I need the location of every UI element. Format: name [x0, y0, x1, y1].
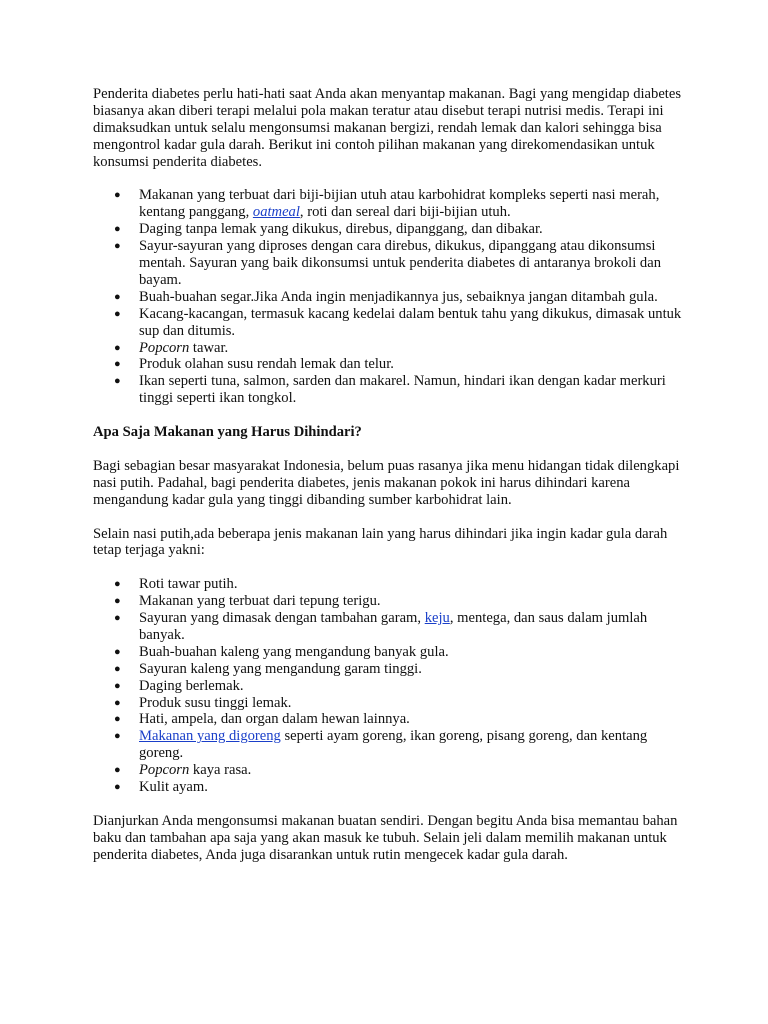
- bullet-icon: ●: [114, 781, 121, 794]
- list-item: [93, 728, 683, 762]
- list-item: [93, 187, 683, 221]
- bullet-icon: ●: [114, 578, 121, 591]
- avoid-intro-paragraph: Selain nasi putih,ada beberapa jenis makanan lain yang harus dihindari jika ingin kadar gula darah tetap terjaga yakni:: [93, 525, 668, 559]
- list-item: [93, 221, 683, 238]
- bullet-icon: ●: [114, 612, 121, 625]
- list-item-text: Daging tanpa lemak yang dikukus, direbus, dipanggang, dan dibakar.: [139, 221, 543, 238]
- bullet-icon: ●: [114, 290, 121, 303]
- list-item: [93, 340, 683, 357]
- list-item: [93, 678, 683, 695]
- bullet-icon: ●: [114, 713, 121, 726]
- fried-food-link[interactable]: Makanan yang digoreng: [139, 728, 281, 745]
- rice-paragraph: Bagi sebagian besar masyarakat Indonesia, belum puas rasanya jika menu hidangan tidak dilengkapi nasi putih. Padahal, bagi penderita diabetes, jenis makanan pokok ini harus dihindari karena mengandung kadar gula yang tinggi dibanding sumber karbohidrat lain.: [93, 457, 680, 508]
- list-item: [93, 779, 683, 796]
- bullet-icon: ●: [114, 645, 121, 658]
- list-item-text: Kulit ayam.: [139, 779, 208, 796]
- list-item-text: Makanan yang terbuat dari biji-bijian utuh atau karbohidrat kompleks seperti nasi merah, kentang panggang,: [139, 187, 660, 221]
- bullet-icon: ●: [114, 662, 121, 675]
- list-item: [93, 762, 683, 779]
- oatmeal-link[interactable]: oatmeal: [252, 204, 300, 221]
- list-item-text: kaya rasa.: [189, 762, 252, 779]
- bullet-icon: ●: [114, 223, 121, 236]
- closing-paragraph: Dianjurkan Anda mengonsumsi makanan buatan sendiri. Dengan begitu Anda bisa memantau bahan baku dan tambahan apa saja yang akan masuk ke tubuh. Selain jeli dalam memilih makanan untuk penderita diabetes, Anda juga disarankan untuk rutin mengecek kadar gula darah.: [93, 812, 678, 863]
- list-item: [93, 644, 683, 661]
- list-item: [93, 356, 683, 373]
- list-item-text: Buah-buahan kaleng yang mengandung banyak gula.: [139, 643, 449, 660]
- recommended-food-list: [93, 187, 683, 407]
- list-item: [93, 695, 683, 712]
- list-item: [93, 238, 683, 289]
- bullet-icon: ●: [114, 764, 121, 777]
- bullet-icon: ●: [114, 189, 121, 202]
- list-item-text: Sayuran yang dimasak dengan tambahan garam,: [139, 610, 425, 627]
- intro-paragraph: Penderita diabetes perlu hati-hati saat Anda akan menyantap makanan. Bagi yang mengidap diabetes biasanya akan diberi terapi melalui pola makan teratur atau disebut terapi nutrisi medis. Terapi ini dimaksudkan untuk selalu mengonsumsi makanan bergizi, rendah lemak dan kalori sehingga bisa mengontrol kadar gula darah. Berikut ini contoh pilihan makanan yang direkomendasikan untuk konsumsi penderita diabetes.: [93, 86, 682, 170]
- list-item: [93, 289, 683, 306]
- document-page: [93, 86, 683, 880]
- list-item-text: Sayuran kaleng yang mengandung garam tinggi.: [139, 660, 422, 677]
- list-item-text: Buah-buahan segar.Jika Anda ingin menjadikannya jus, sebaiknya jangan ditambah gula.: [139, 288, 658, 305]
- avoid-food-list: [93, 576, 683, 796]
- list-item-emphasis: Popcorn: [139, 762, 190, 779]
- list-item-emphasis: Popcorn: [139, 339, 190, 356]
- list-item-text: Ikan seperti tuna, salmon, sarden dan makarel. Namun, hindari ikan dengan kadar merkuri tinggi seperti ikan tongkol.: [139, 373, 666, 407]
- list-item-text: seperti ayam goreng, ikan goreng, pisang goreng, dan kentang goreng.: [139, 728, 648, 762]
- section-heading: Apa Saja Makanan yang Harus Dihindari?: [93, 424, 362, 441]
- list-item: [93, 373, 683, 407]
- list-item-text: Produk olahan susu rendah lemak dan telur.: [139, 356, 394, 373]
- list-item-text: tawar.: [189, 339, 229, 356]
- list-item-text: , mentega, dan saus dalam jumlah banyak.: [139, 610, 648, 643]
- list-item-text: , roti dan sereal dari biji-bijian utuh.: [299, 204, 511, 221]
- bullet-icon: ●: [114, 240, 121, 253]
- list-item-text: Roti tawar putih.: [139, 576, 238, 593]
- list-item: [93, 610, 683, 644]
- list-item: [93, 576, 683, 593]
- bullet-icon: ●: [114, 730, 121, 743]
- bullet-icon: ●: [114, 375, 121, 388]
- bullet-icon: ●: [114, 679, 121, 692]
- list-item-text: Makanan yang terbuat dari tepung terigu.: [139, 593, 381, 610]
- list-item-text: Daging berlemak.: [139, 677, 244, 694]
- bullet-icon: ●: [114, 595, 121, 608]
- list-item-text: Produk susu tinggi lemak.: [139, 694, 292, 711]
- list-item: [93, 593, 683, 610]
- list-item: [93, 306, 683, 340]
- list-item-text: Kacang-kacangan, termasuk kacang kedelai dalam bentuk tahu yang dikukus, dimasak untuk sup dan ditumis.: [139, 305, 682, 339]
- list-item: [93, 711, 683, 728]
- bullet-icon: ●: [114, 307, 121, 320]
- list-item-text: Hati, ampela, dan organ dalam hewan lainnya.: [139, 711, 410, 728]
- bullet-icon: ●: [114, 341, 121, 354]
- bullet-icon: ●: [114, 358, 121, 371]
- keju-link[interactable]: keju: [424, 610, 450, 627]
- bullet-icon: ●: [114, 696, 121, 709]
- list-item-text: Sayur-sayuran yang diproses dengan cara direbus, dikukus, dipanggang atau dikonsumsi mentah. Sayuran yang baik dikonsumsi untuk penderita diabetes di antaranya brokoli dan bayam.: [139, 238, 661, 288]
- list-item: [93, 661, 683, 678]
